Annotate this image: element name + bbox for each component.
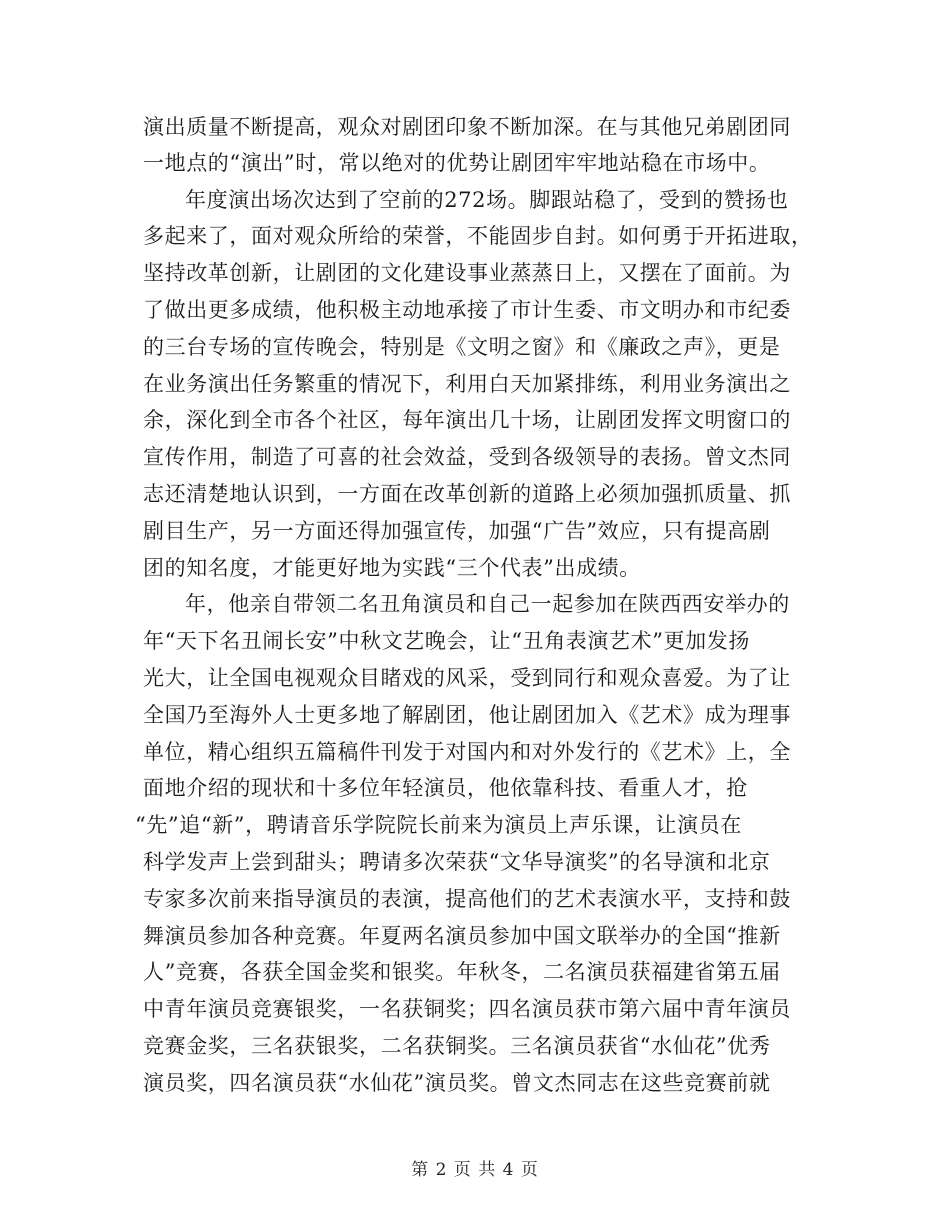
body-text-line: 剧目生产，另一方面还得加强宣传，加强“广告”效应，只有提高剧: [143, 519, 771, 543]
body-text-line: 全国乃至海外人士更多地了解剧团，他让剧团加入《艺术》成为理事: [143, 703, 791, 727]
body-text-line: 余，深化到全市各个社区，每年演出几十场，让剧团发挥文明窗口的: [143, 408, 791, 432]
body-text-line: 演员奖，四名演员获“水仙花”演员奖。曾文杰同志在这些竞赛前就: [143, 1071, 771, 1095]
body-text-line: 光大，让全国电视观众目睹戏的风采，受到同行和观众喜爱。为了让: [143, 666, 791, 690]
body-text-line: 演出质量不断提高，观众对剧团印象不断加深。在与其他兄弟剧团同: [143, 115, 791, 139]
body-text-line: 舞演员参加各种竞赛。年夏两名演员参加中国文联举办的全国“推新: [143, 924, 781, 948]
body-text-line: 竞赛金奖，三名获银奖，二名获铜奖。三名演员获省“水仙花”优秀: [143, 1034, 771, 1058]
body-text-line: 科学发声上尝到甜头；聘请多次荣获“文华导演奖”的名导演和北京: [143, 850, 771, 874]
body-text-line: 多起来了，面对观众所给的荣誉，不能固步自封。如何勇于开拓进取，: [143, 224, 813, 248]
body-text-line: 坚持改革创新，让剧团的文化建设事业蒸蒸日上，又摆在了面前。为: [143, 261, 791, 285]
body-text-line: 面地介绍的现状和十多位年轻演员，他依靠科技、看重人才，抢: [143, 776, 748, 800]
body-text-line: 团的知名度，才能更好地为实践“三个代表”出成绩。: [143, 556, 641, 580]
body-text-line: 在业务演出任务繁重的情况下，利用白天加紧排练，利用业务演出之: [143, 372, 791, 396]
body-text-line: 宣传作用，制造了可喜的社会效益，受到各级领导的表扬。曾文杰同: [143, 445, 791, 469]
body-text-line: 志还清楚地认识到，一方面在改革创新的道路上必须加强抓质量、抓: [143, 482, 791, 506]
body-text-line: “先”追“新”，聘请音乐学院院长前来为演员上声乐课，让演员在: [135, 813, 742, 837]
body-text-line: 单位，精心组织五篇稿件刊发于对国内和对外发行的《艺术》上，全: [143, 740, 791, 764]
body-text-line: 了做出更多成绩，他积极主动地承接了市计生委、市文明办和市纪委: [143, 298, 791, 322]
body-text-line: 人”竞赛，各获全国金奖和银奖。年秋冬，二名演员获福建省第五届: [143, 960, 781, 984]
body-text-line: 中青年演员竞赛银奖，一名获铜奖；四名演员获市第六届中青年演员: [143, 997, 791, 1021]
page-number-footer: 第 2 页 共 4 页: [411, 1160, 539, 1180]
paragraph-start-line: 年度演出场次达到了空前的272场。脚跟站稳了，受到的赞扬也: [185, 188, 789, 212]
paragraph-start-line: 年，他亲自带领二名丑角演员和自己一起参加在陕西西安举办的: [185, 592, 790, 616]
body-text-line: 一地点的“演出”时，常以绝对的优势让剧团牢牢地站稳在市场中。: [143, 151, 771, 175]
body-text-line: 专家多次前来指导演员的表演，提高他们的艺术表演水平，支持和鼓: [143, 887, 791, 911]
body-text-line: 的三台专场的宣传晚会，特别是《文明之窗》和《廉政之声》，更是: [143, 335, 781, 359]
body-text-line: 年“天下名丑闹长安”中秋文艺晚会，让“丑角表演艺术”更加发扬: [143, 629, 750, 653]
